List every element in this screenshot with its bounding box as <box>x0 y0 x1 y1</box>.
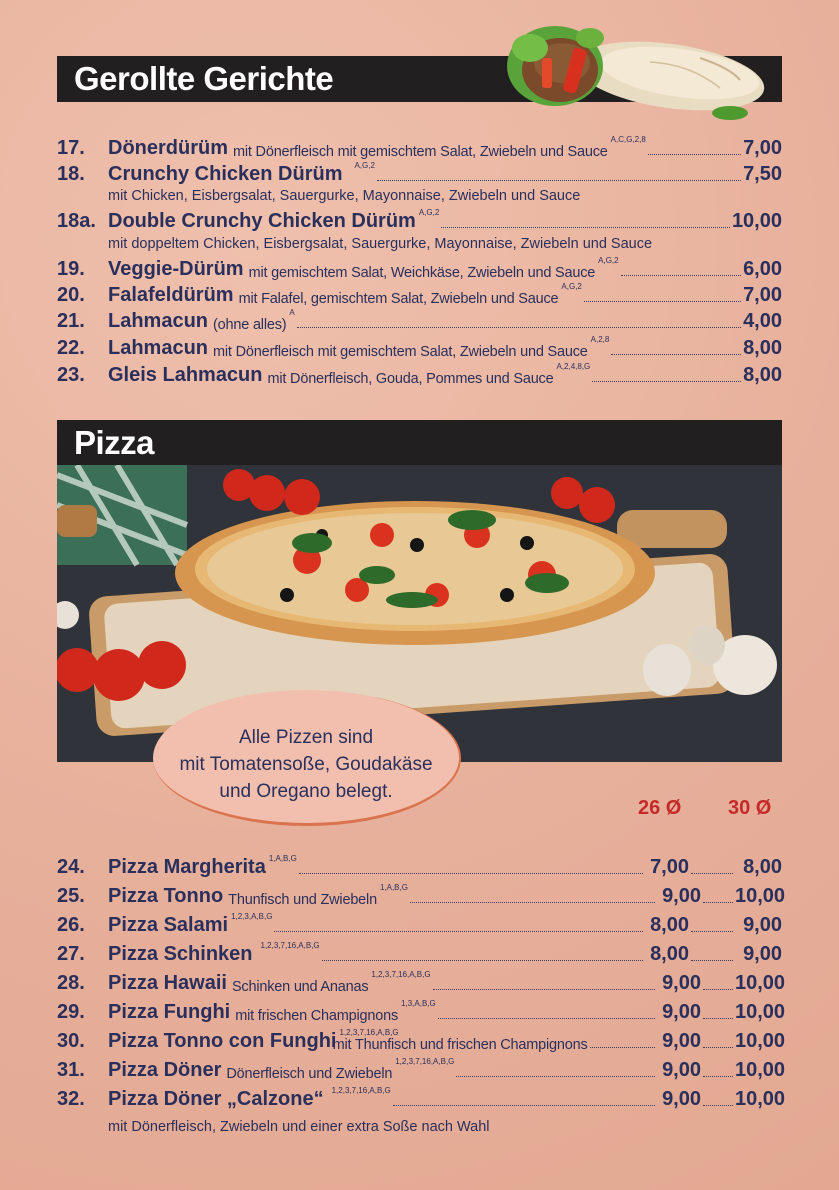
dot-leader <box>410 902 655 903</box>
dot-leader <box>438 1018 655 1019</box>
item-number: 29. <box>57 1001 85 1023</box>
item-number: 20. <box>57 284 85 306</box>
dot-leader <box>433 989 655 990</box>
menu-item <box>57 255 782 281</box>
item-price: 4,00 <box>743 310 782 332</box>
item-number: 24. <box>57 856 85 878</box>
size-label-26: 26 Ø <box>638 797 682 819</box>
menu-item <box>57 160 782 186</box>
item-subdescription: mit Dönerfleisch, Zwiebeln und einer extra Soße nach Wahl <box>108 1119 490 1135</box>
item-description: Dönerfleisch und Zwiebeln <box>226 1066 393 1082</box>
item-name: Dönerdürüm <box>108 137 228 159</box>
menu-item <box>57 911 782 937</box>
item-price-small: 9,00 <box>662 1030 701 1052</box>
item-allergens: A,G,2 <box>354 161 375 170</box>
item-name: Pizza Salami <box>108 914 229 936</box>
dot-leader <box>297 327 741 328</box>
item-number: 32. <box>57 1088 85 1110</box>
menu-item <box>57 940 782 966</box>
item-name: Veggie-Dürüm <box>108 258 244 280</box>
item-price-large: 9,00 <box>743 914 782 936</box>
menu-item <box>57 207 782 233</box>
item-name: Pizza Funghi <box>108 1001 231 1023</box>
item-number: 25. <box>57 885 85 907</box>
section-title-pizza: Pizza <box>74 424 155 461</box>
menu-item <box>57 134 782 160</box>
menu-item <box>57 998 786 1024</box>
item-number: 18a. <box>57 210 96 232</box>
dot-leader <box>691 931 733 932</box>
item-allergens: 1,A,B,G <box>268 854 297 863</box>
item-price: 8,00 <box>743 337 782 359</box>
item-description: mit Falafel, gemischtem Salat, Zwiebeln und Sauce <box>238 291 559 307</box>
dot-leader <box>441 227 730 228</box>
menu-item <box>57 1085 786 1111</box>
dot-leader <box>703 1105 733 1106</box>
durum-wrap-image <box>500 18 768 123</box>
dot-leader <box>611 354 741 355</box>
menu-item <box>57 361 782 387</box>
dot-leader <box>592 381 741 382</box>
item-price-small: 9,00 <box>662 1059 701 1081</box>
dot-leader <box>703 989 733 990</box>
menu-item <box>57 1027 786 1053</box>
item-description: mit Dönerfleisch, Gouda, Pommes und Sauce <box>267 371 554 387</box>
dot-leader <box>377 180 741 181</box>
item-number: 26. <box>57 914 85 936</box>
item-price-large: 10,00 <box>735 885 786 907</box>
menu-item <box>57 969 786 995</box>
item-allergens: A,C,G,2,8 <box>610 135 646 144</box>
dot-leader <box>648 154 741 155</box>
item-allergens: 1,2,3,7,16,A,B,G <box>371 970 431 979</box>
item-price-small: 9,00 <box>662 1088 701 1110</box>
item-price-small: 9,00 <box>662 1001 701 1023</box>
item-description: Schinken und Ananas <box>231 979 369 995</box>
item-allergens: A <box>289 308 295 317</box>
menu-item <box>57 882 786 908</box>
item-price-large: 10,00 <box>735 972 786 994</box>
item-name: Crunchy Chicken Dürüm <box>108 163 343 185</box>
item-name: Double Crunchy Chicken Dürüm <box>108 210 416 232</box>
item-number: 23. <box>57 364 85 386</box>
item-name: Falafeldürüm <box>108 284 234 306</box>
dot-leader <box>274 931 643 932</box>
item-number: 27. <box>57 943 85 965</box>
item-name: Pizza Döner „Calzone“ <box>108 1088 324 1110</box>
item-description: mit gemischtem Salat, Weichkäse, Zwiebeln und Sauce <box>248 265 596 281</box>
item-allergens: 1,2,3,A,B,G <box>231 912 273 921</box>
item-number: 21. <box>57 310 85 332</box>
menu-item <box>57 307 782 333</box>
menu-item <box>57 334 782 360</box>
menu-item <box>57 1056 786 1082</box>
item-price: 10,00 <box>731 210 782 232</box>
item-name: Lahmacun <box>108 337 209 359</box>
bubble-line: Alle Pizzen sind <box>238 727 374 748</box>
dot-leader <box>703 1076 733 1077</box>
dot-leader <box>590 1047 655 1048</box>
item-number: 28. <box>57 972 85 994</box>
item-allergens: 1,3,A,B,G <box>401 999 436 1008</box>
item-price-large: 10,00 <box>735 1030 786 1052</box>
item-price-small: 8,00 <box>650 943 689 965</box>
item-allergens: 1,2,3,7,16,A,B,G <box>331 1086 391 1095</box>
item-price-large: 8,00 <box>743 856 782 878</box>
item-description: mit frischen Champignons <box>235 1008 399 1024</box>
item-description: mit Thunfisch und frischen Champignons <box>332 1037 588 1053</box>
item-subdescription: mit Chicken, Eisbergsalat, Sauergurke, Mayonnaise, Zwiebeln und Sauce <box>108 188 581 204</box>
item-description: mit Dönerfleisch mit gemischtem Salat, Zwiebeln und Sauce <box>213 344 588 360</box>
item-name: Pizza Döner <box>108 1059 222 1081</box>
item-description: (ohne alles) <box>213 317 287 333</box>
dot-leader <box>703 1047 733 1048</box>
menu-item <box>57 281 782 307</box>
item-number: 30. <box>57 1030 85 1052</box>
dot-leader <box>703 1018 733 1019</box>
item-name: Pizza Margherita <box>108 856 266 878</box>
item-allergens: A,G,2 <box>418 208 440 217</box>
dot-leader <box>322 960 643 961</box>
item-price-large: 9,00 <box>743 943 782 965</box>
item-description: mit Dönerfleisch mit gemischtem Salat, Zwiebeln und Sauce <box>233 144 608 160</box>
dot-leader <box>691 873 733 874</box>
item-price: 8,00 <box>743 364 782 386</box>
item-price: 7,00 <box>743 284 782 306</box>
item-number: 18. <box>57 163 85 185</box>
item-description: Thunfisch und Zwiebeln <box>228 892 377 908</box>
item-name: Gleis Lahmacun <box>108 364 263 386</box>
item-allergens: 1,2,3,7,16,A,B,G <box>260 941 320 950</box>
item-allergens: A,G,2 <box>598 256 619 265</box>
item-name: Pizza Tonno con Funghi <box>108 1030 337 1052</box>
dot-leader <box>584 301 741 302</box>
item-price: 6,00 <box>743 258 782 280</box>
item-name: Lahmacun <box>108 310 209 332</box>
section-title-rolled: Gerollte Gerichte <box>74 60 334 97</box>
item-price-small: 7,00 <box>650 856 689 878</box>
dot-leader <box>621 275 741 276</box>
size-label-30: 30 Ø <box>728 797 772 819</box>
item-number: 17. <box>57 137 85 159</box>
item-allergens: 1,A,B,G <box>379 883 408 892</box>
item-number: 31. <box>57 1059 85 1081</box>
item-price-large: 10,00 <box>735 1059 786 1081</box>
item-allergens: A,G,2 <box>561 282 582 291</box>
section-header-pizza <box>57 420 782 466</box>
menu-item <box>57 853 782 879</box>
item-allergens: A,2,4,8,G <box>556 362 591 371</box>
item-subdescription: mit doppeltem Chicken, Eisbergsalat, Sauergurke, Mayonnaise, Zwiebeln und Sauce <box>108 236 653 252</box>
item-name: Pizza Schinken <box>108 943 253 965</box>
item-name: Pizza Hawaii <box>108 972 227 994</box>
bubble-line: und Oregano belegt. <box>219 781 393 802</box>
item-allergens: 1,2,3,7,16,A,B,G <box>395 1057 455 1066</box>
item-price-large: 10,00 <box>735 1088 786 1110</box>
item-price-large: 10,00 <box>735 1001 786 1023</box>
dot-leader <box>393 1105 655 1106</box>
item-number: 22. <box>57 337 85 359</box>
bubble-line: mit Tomatensoße, Goudakäse <box>179 754 433 775</box>
item-price-small: 8,00 <box>650 914 689 936</box>
item-allergens: 1,2,3,7,16,A,B,G <box>339 1028 399 1037</box>
item-price: 7,00 <box>743 137 782 159</box>
item-price-small: 9,00 <box>662 885 701 907</box>
item-number: 19. <box>57 258 85 280</box>
item-allergens: A,2,8 <box>590 335 610 344</box>
dot-leader <box>456 1076 655 1077</box>
dot-leader <box>299 873 643 874</box>
item-price-small: 9,00 <box>662 972 701 994</box>
dot-leader <box>691 960 733 961</box>
item-name: Pizza Tonno <box>108 885 224 907</box>
info-bubble <box>153 690 461 826</box>
dot-leader <box>703 902 733 903</box>
item-price: 7,50 <box>743 163 782 185</box>
